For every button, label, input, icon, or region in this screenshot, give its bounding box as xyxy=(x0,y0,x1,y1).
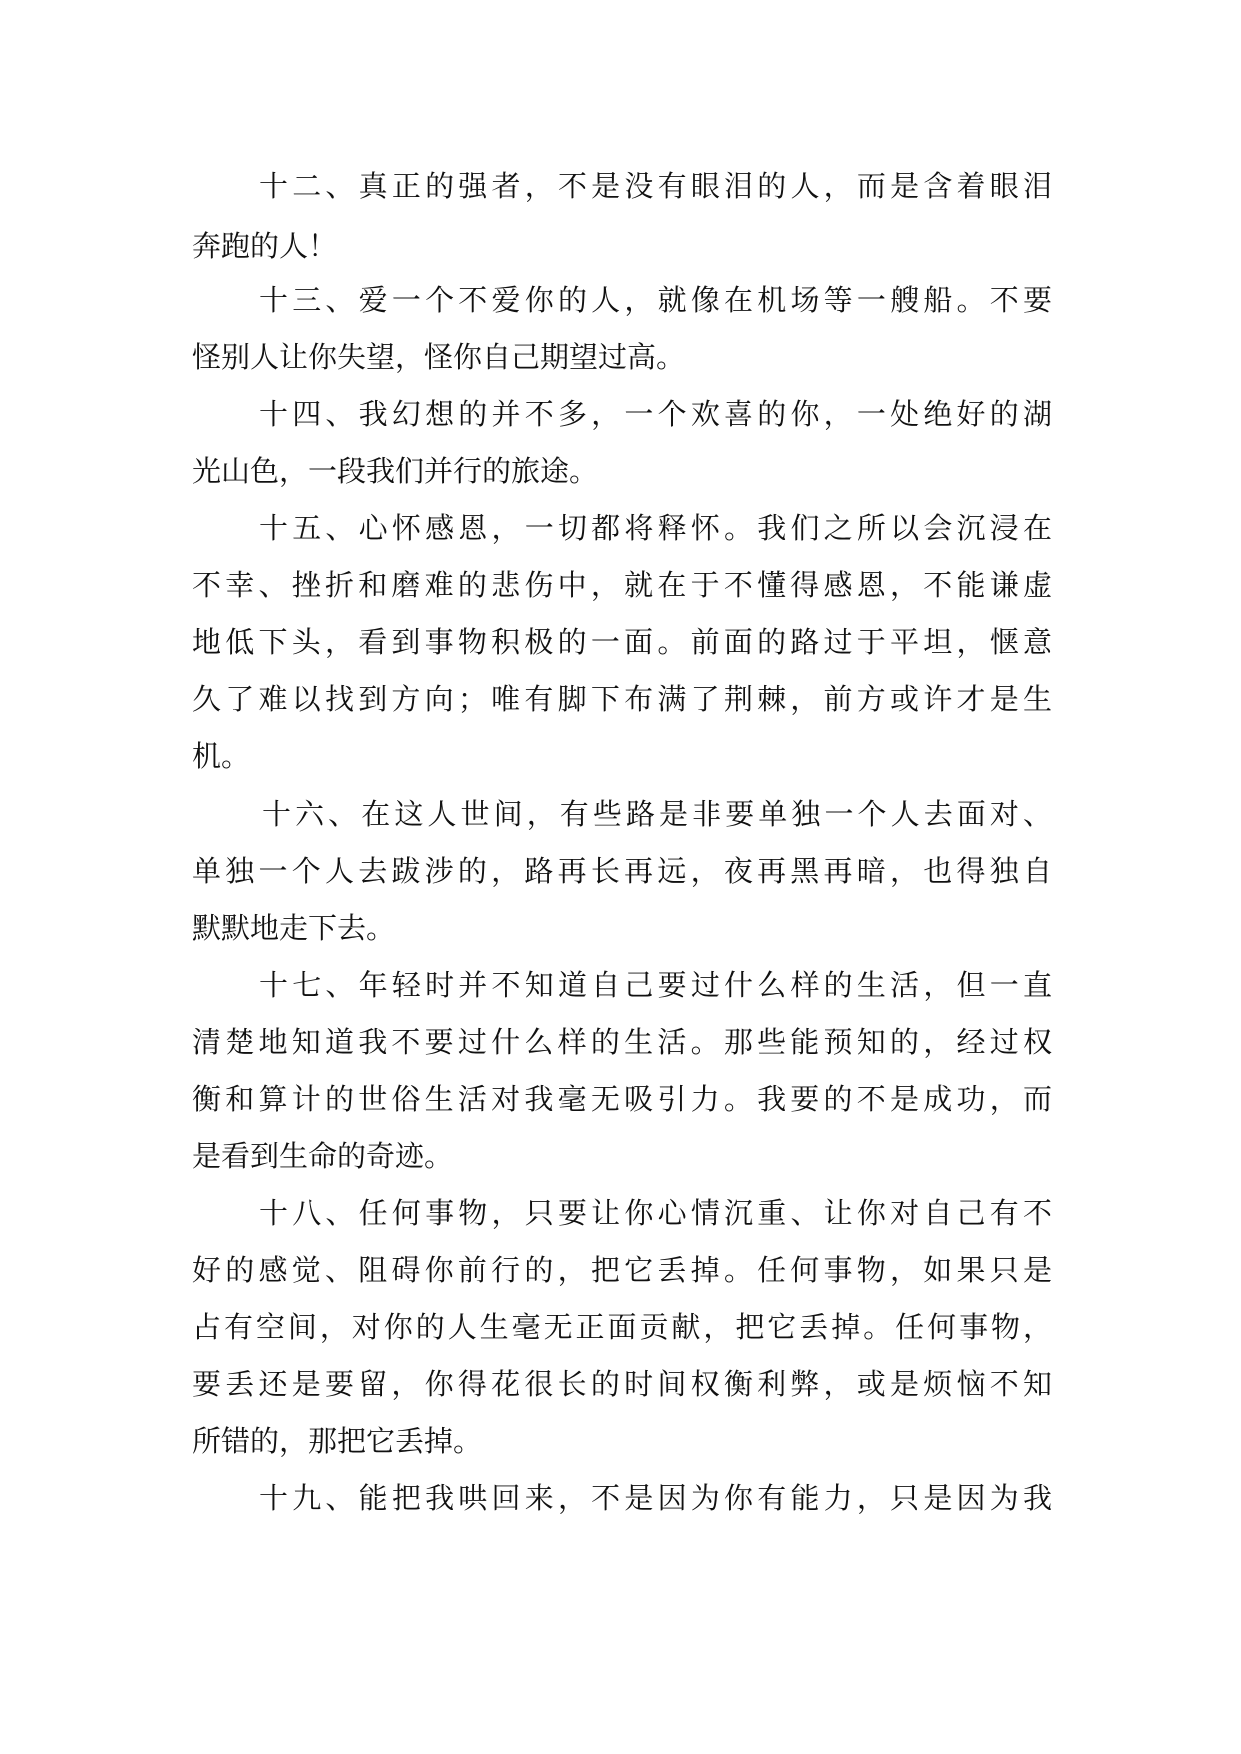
paragraph-17-line-2: 清楚地知道我不要过什么样的生活。那些能预知的，经过权 xyxy=(192,1025,1052,1059)
paragraph-15-line-4: 久了难以找到方向；唯有脚下布满了荆棘，前方或许才是生 xyxy=(192,682,1052,716)
paragraph-16-line-2: 单独一个人去跋涉的，路再长再远，夜再黑再暗，也得独自 xyxy=(192,854,1052,888)
paragraph-15-line-2: 不幸、挫折和磨难的悲伤中，就在于不懂得感恩，不能谦虚 xyxy=(192,568,1052,602)
paragraph-12-line-2: 奔跑的人！ xyxy=(192,229,338,263)
paragraph-18-line-5: 所错的，那把它丢掉。 xyxy=(192,1424,483,1458)
paragraph-19-line-1: 十九、能把我哄回来，不是因为你有能力，只是因为我 xyxy=(259,1481,1052,1515)
paragraph-17-line-1: 十七、年轻时并不知道自己要过什么样的生活，但一直 xyxy=(259,968,1052,1002)
paragraph-16-line-3: 默默地走下去。 xyxy=(192,911,396,945)
paragraph-15-line-1: 十五、心怀感恩，一切都将释怀。我们之所以会沉浸在 xyxy=(259,511,1052,545)
paragraph-15-line-5: 机。 xyxy=(192,739,251,773)
paragraph-14-line-2: 光山色，一段我们并行的旅途。 xyxy=(192,454,599,488)
paragraph-17-line-3: 衡和算计的世俗生活对我毫无吸引力。我要的不是成功，而 xyxy=(192,1082,1052,1116)
paragraph-12-line-1: 十二、真正的强者，不是没有眼泪的人，而是含着眼泪 xyxy=(259,169,1052,203)
paragraph-15-line-3: 地低下头，看到事物积极的一面。前面的路过于平坦，惬意 xyxy=(192,625,1052,659)
paragraph-13-line-2: 怪别人让你失望，怪你自己期望过高。 xyxy=(192,340,686,374)
paragraph-16-line-1: 十六、在这人世间，有些路是非要单独一个人去面对、 xyxy=(262,797,1052,831)
paragraph-14-line-1: 十四、我幻想的并不多，一个欢喜的你，一处绝好的湖 xyxy=(259,397,1052,431)
paragraph-18-line-4: 要丢还是要留，你得花很长的时间权衡利弊，或是烦恼不知 xyxy=(192,1367,1052,1401)
paragraph-13-line-1: 十三、爱一个不爱你的人，就像在机场等一艘船。不要 xyxy=(259,283,1052,317)
paragraph-18-line-3: 占有空间，对你的人生毫无正面贡献，把它丢掉。任何事物， xyxy=(192,1310,1052,1344)
paragraph-18-line-2: 好的感觉、阻碍你前行的，把它丢掉。任何事物，如果只是 xyxy=(192,1253,1052,1287)
paragraph-17-line-4: 是看到生命的奇迹。 xyxy=(192,1139,454,1173)
paragraph-18-line-1: 十八、任何事物，只要让你心情沉重、让你对自己有不 xyxy=(259,1196,1052,1230)
